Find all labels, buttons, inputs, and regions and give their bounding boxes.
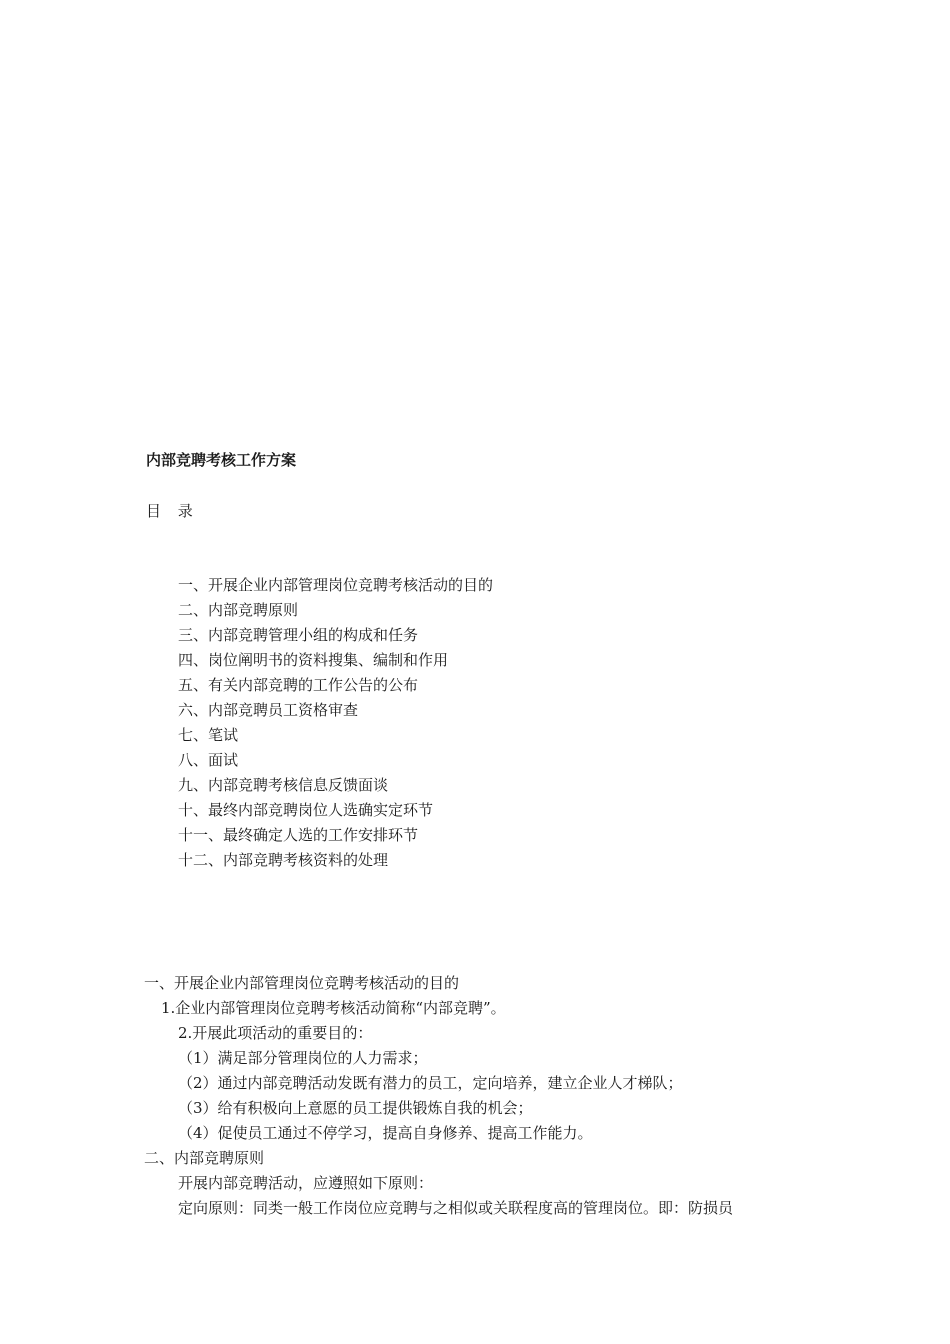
toc-item: 四、岗位阐明书的资料搜集、编制和作用 — [178, 651, 449, 669]
toc-item: 三、内部竞聘管理小组的构成和任务 — [178, 626, 419, 644]
toc-item: 十、最终内部竞聘岗位人选确实定环节 — [178, 801, 434, 819]
paragraph: 定向原则：同类一般工作岗位应竞聘与之相似或关联程度高的管理岗位。即：防损员 — [178, 1199, 734, 1217]
toc-item: 七、笔试 — [178, 726, 239, 744]
toc-item: 九、内部竞聘考核信息反馈面谈 — [178, 776, 389, 794]
paragraph: 开展内部竞聘活动，应遵照如下原则： — [178, 1174, 434, 1192]
section-heading: 一、开展企业内部管理岗位竞聘考核活动的目的 — [144, 974, 460, 992]
list-item: （3）给有积极向上意愿的员工提供锻炼自我的机会； — [178, 1099, 533, 1117]
toc-item: 一、开展企业内部管理岗位竞聘考核活动的目的 — [178, 576, 494, 594]
paragraph: 2.开展此项活动的重要目的： — [178, 1024, 373, 1042]
list-item: （4）促使员工通过不停学习，提高自身修养、提高工作能力。 — [178, 1124, 593, 1142]
toc-item: 十二、内部竞聘考核资料的处理 — [178, 851, 389, 869]
toc-item: 六、内部竞聘员工资格审查 — [178, 701, 359, 719]
section-heading: 二、内部竞聘原则 — [144, 1149, 265, 1167]
list-item: （1）满足部分管理岗位的人力需求； — [178, 1049, 428, 1067]
table-of-contents — [178, 575, 493, 875]
toc-item: 二、内部竞聘原则 — [178, 601, 299, 619]
document-title: 内部竞聘考核工作方案 — [146, 451, 297, 469]
toc-item: 五、有关内部竞聘的工作公告的公布 — [178, 676, 419, 694]
list-item: （2）通过内部竞聘活动发既有潜力的员工，定向培养，建立企业人才梯队； — [178, 1074, 683, 1092]
toc-heading: 目 录 — [146, 502, 199, 520]
document-body — [0, 973, 950, 1223]
paragraph: 1.企业内部管理岗位竞聘考核活动简称“内部竞聘”。 — [161, 999, 506, 1017]
toc-item: 十一、最终确定人选的工作安排环节 — [178, 826, 419, 844]
toc-item: 八、面试 — [178, 751, 239, 769]
